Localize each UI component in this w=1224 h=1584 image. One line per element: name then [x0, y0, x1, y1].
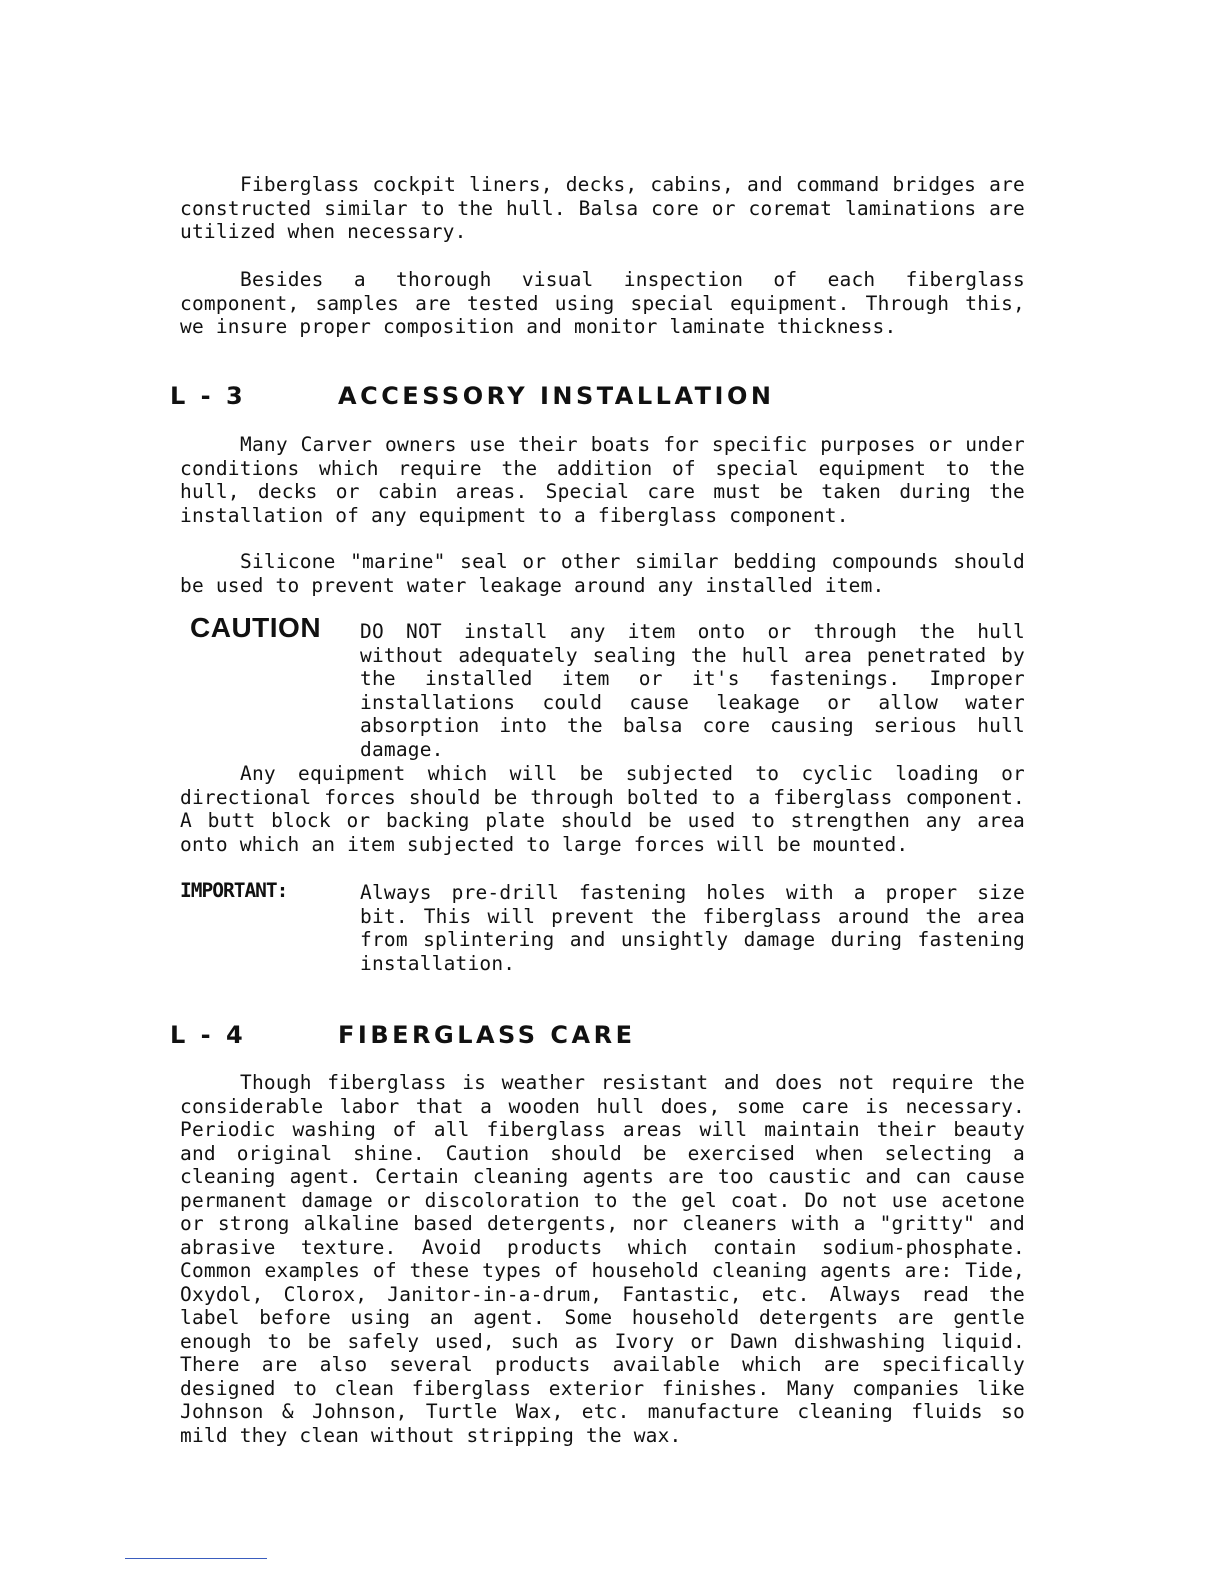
- caution-label: CAUTION: [190, 612, 322, 643]
- section-title-l3: ACCESSORY INSTALLATION: [338, 382, 775, 410]
- important-label: IMPORTANT:: [180, 879, 288, 902]
- section-number-l3: L - 3: [170, 382, 247, 410]
- footer-rule: [125, 1558, 267, 1559]
- section-heading-l3: [170, 382, 774, 410]
- section-title-l4: FIBERGLASS CARE: [338, 1021, 636, 1049]
- section-number-l4: L - 4: [170, 1021, 247, 1049]
- l3-paragraph-equipment: Any equipment which will be subjected to cyclic loading or directional forces should be through bolted to a fiberglass component. A butt block or backing plate should be used to strengthen any area onto which an item subjected to large forces will be mounted.: [180, 762, 1025, 856]
- intro-paragraph-liners: Fiberglass cockpit liners, decks, cabins, and command bridges are constructed similar to the hull. Balsa core or coremat laminations are utilized when necessary.: [180, 173, 1025, 243]
- l4-paragraph-care: Though fiberglass is weather resistant and does not require the considerable labor that a wooden hull does, some care is necessary. Periodic washing of all fiberglass areas will maintain their beauty and original shine. Caution should be exercised when selecting a cleaning agent. Certain cleaning agents are too caustic and can cause permanent damage or discoloration to the gel coat. Do not use acetone or strong alkaline based detergents, nor cleaners with a "gritty" and abrasive texture. Avoid products which contain sodium-phosphate. Common examples of these types of household cleaning agents are: Tide, Oxydol, Clorox, Janitor-in-a-drum, Fantastic, etc. Always read the label before using an agent. Some household detergents are gentle enough to be safely used, such as Ivory or Dawn dishwashing liquid. There are also several products available which are specifically designed to clean fiberglass exterior finishes. Many companies like Johnson & Johnson, Turtle Wax, etc. manufacture cleaning fluids so mild they clean without stripping the wax.: [180, 1071, 1025, 1447]
- l3-paragraph-silicone: Silicone "marine" seal or other similar bedding compounds should be used to prevent water leakage around any installed item.: [180, 550, 1025, 597]
- intro-paragraph-inspection: Besides a thorough visual inspection of each fiberglass component, samples are tested using special equipment. Through this, we insure proper composition and monitor laminate thickness.: [180, 268, 1025, 338]
- caution-text: DO NOT install any item onto or through the hull without adequately sealing the hull area penetrated by the installed item or it's fastenings. Improper installations could cause leakage or allow water absorption into the balsa core causing serious hull damage.: [360, 620, 1025, 761]
- important-text: Always pre-drill fastening holes with a proper size bit. This will prevent the fiberglass around the area from splintering and unsightly damage during fastening installation.: [360, 881, 1025, 975]
- l3-paragraph-owners: Many Carver owners use their boats for specific purposes or under conditions which require the addition of special equipment to the hull, decks or cabin areas. Special care must be taken during the installation of any equipment to a fiberglass component.: [180, 433, 1025, 527]
- section-heading-l4: [170, 1021, 635, 1049]
